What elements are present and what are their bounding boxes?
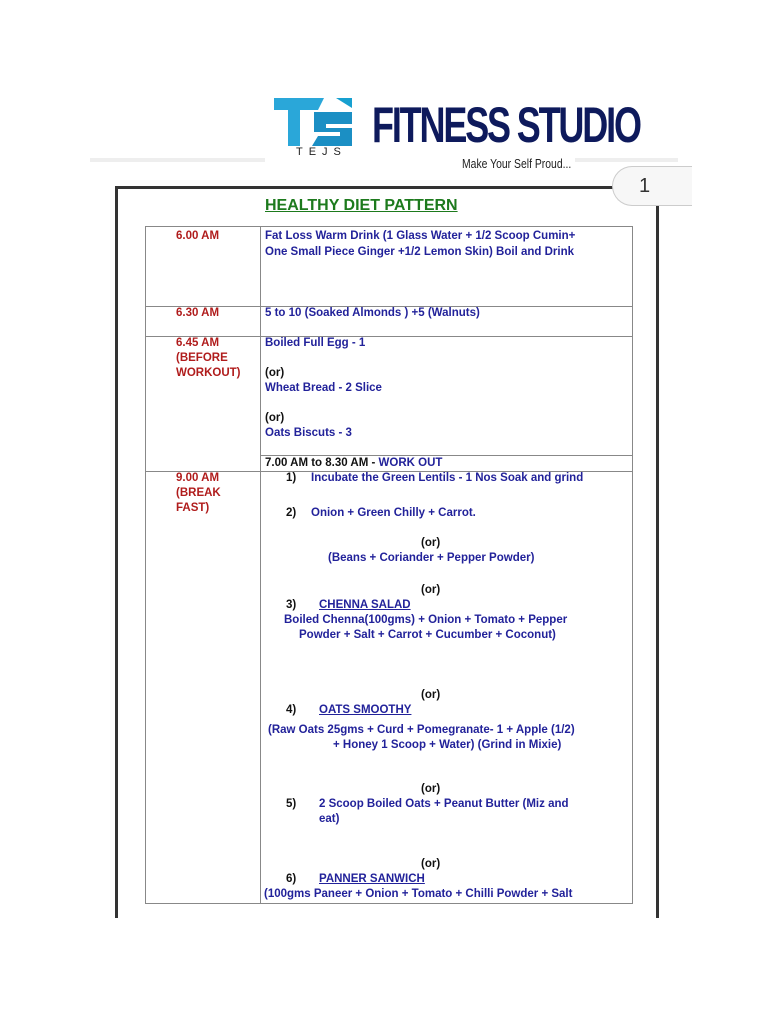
time-label: FAST) bbox=[176, 502, 210, 514]
header-rule-left bbox=[90, 158, 265, 162]
workout-time-text: 7.00 AM to 8.30 AM - bbox=[265, 457, 379, 469]
recipe-title: PANNER SANWICH bbox=[319, 873, 425, 885]
item-number: 3) bbox=[286, 599, 297, 611]
or-label: (or) bbox=[421, 537, 441, 549]
time-label: WORKOUT) bbox=[176, 367, 241, 379]
page-number-badge: 1 bbox=[612, 166, 692, 206]
time-label: (BEFORE bbox=[176, 352, 228, 364]
workout-label: WORK OUT bbox=[378, 457, 443, 469]
item-number: 2) bbox=[286, 507, 297, 519]
item-number: 1) bbox=[286, 472, 297, 484]
or-label: (or) bbox=[265, 367, 285, 379]
header-rule-right bbox=[575, 158, 678, 162]
diet-line: Boiled Chenna(100gms) + Onion + Tomato + Pepper bbox=[284, 614, 568, 626]
or-label: (or) bbox=[421, 858, 441, 870]
diet-line: Boiled Full Egg - 1 bbox=[265, 337, 366, 349]
diet-line: (Beans + Coriander + Pepper Powder) bbox=[328, 552, 535, 564]
time-label: 9.00 AM bbox=[176, 472, 220, 484]
or-label: (or) bbox=[421, 689, 441, 701]
time-label: 6.00 AM bbox=[176, 230, 220, 242]
logo-icon bbox=[274, 98, 352, 146]
diet-line: Fat Loss Warm Drink (1 Glass Water + 1/2 Scoop Cumin+ bbox=[265, 230, 576, 242]
diet-line: Oats Biscuts - 3 bbox=[265, 427, 352, 439]
brand-name: FITNESS STUDIO bbox=[372, 97, 640, 153]
diet-line: Incubate the Green Lentils - 1 Nos Soak and grind bbox=[311, 472, 584, 484]
diet-line: Wheat Bread - 2 Slice bbox=[265, 382, 382, 394]
or-label: (or) bbox=[421, 783, 441, 795]
diet-line: 5 to 10 (Soaked Almonds ) +5 (Walnuts) bbox=[265, 307, 480, 319]
diet-line: (Raw Oats 25gms + Curd + Pomegranate- 1 + Apple (1/2) bbox=[268, 724, 575, 736]
diet-table bbox=[145, 226, 633, 904]
or-label: (or) bbox=[421, 584, 441, 596]
diet-line: 2 Scoop Boiled Oats + Peanut Butter (Miz and bbox=[319, 798, 569, 810]
item-number: 6) bbox=[286, 873, 297, 885]
tagline: Make Your Self Proud... bbox=[462, 156, 572, 171]
diet-line: Onion + Green Chilly + Carrot. bbox=[311, 507, 476, 519]
diet-line: One Small Piece Ginger +1/2 Lemon Skin) Boil and Drink bbox=[265, 246, 574, 258]
item-number: 5) bbox=[286, 798, 297, 810]
logo-text: TEJS bbox=[296, 146, 347, 158]
recipe-title: CHENNA SALAD bbox=[319, 599, 411, 611]
column-divider bbox=[260, 227, 261, 903]
item-number: 4) bbox=[286, 704, 297, 716]
time-label: 6.45 AM bbox=[176, 337, 220, 349]
diet-line: Powder + Salt + Carrot + Cucumber + Coconut) bbox=[299, 629, 556, 641]
page-title: HEALTHY DIET PATTERN bbox=[265, 197, 458, 214]
diet-line: (100gms Paneer + Onion + Tomato + Chilli Powder + Salt bbox=[264, 888, 573, 900]
time-label: (BREAK bbox=[176, 487, 221, 499]
diet-line: + Honey 1 Scoop + Water) (Grind in Mixie) bbox=[333, 739, 562, 751]
or-label: (or) bbox=[265, 412, 285, 424]
diet-line: eat) bbox=[319, 813, 340, 825]
time-label: 6.30 AM bbox=[176, 307, 220, 319]
recipe-title: OATS SMOOTHY bbox=[319, 704, 412, 716]
